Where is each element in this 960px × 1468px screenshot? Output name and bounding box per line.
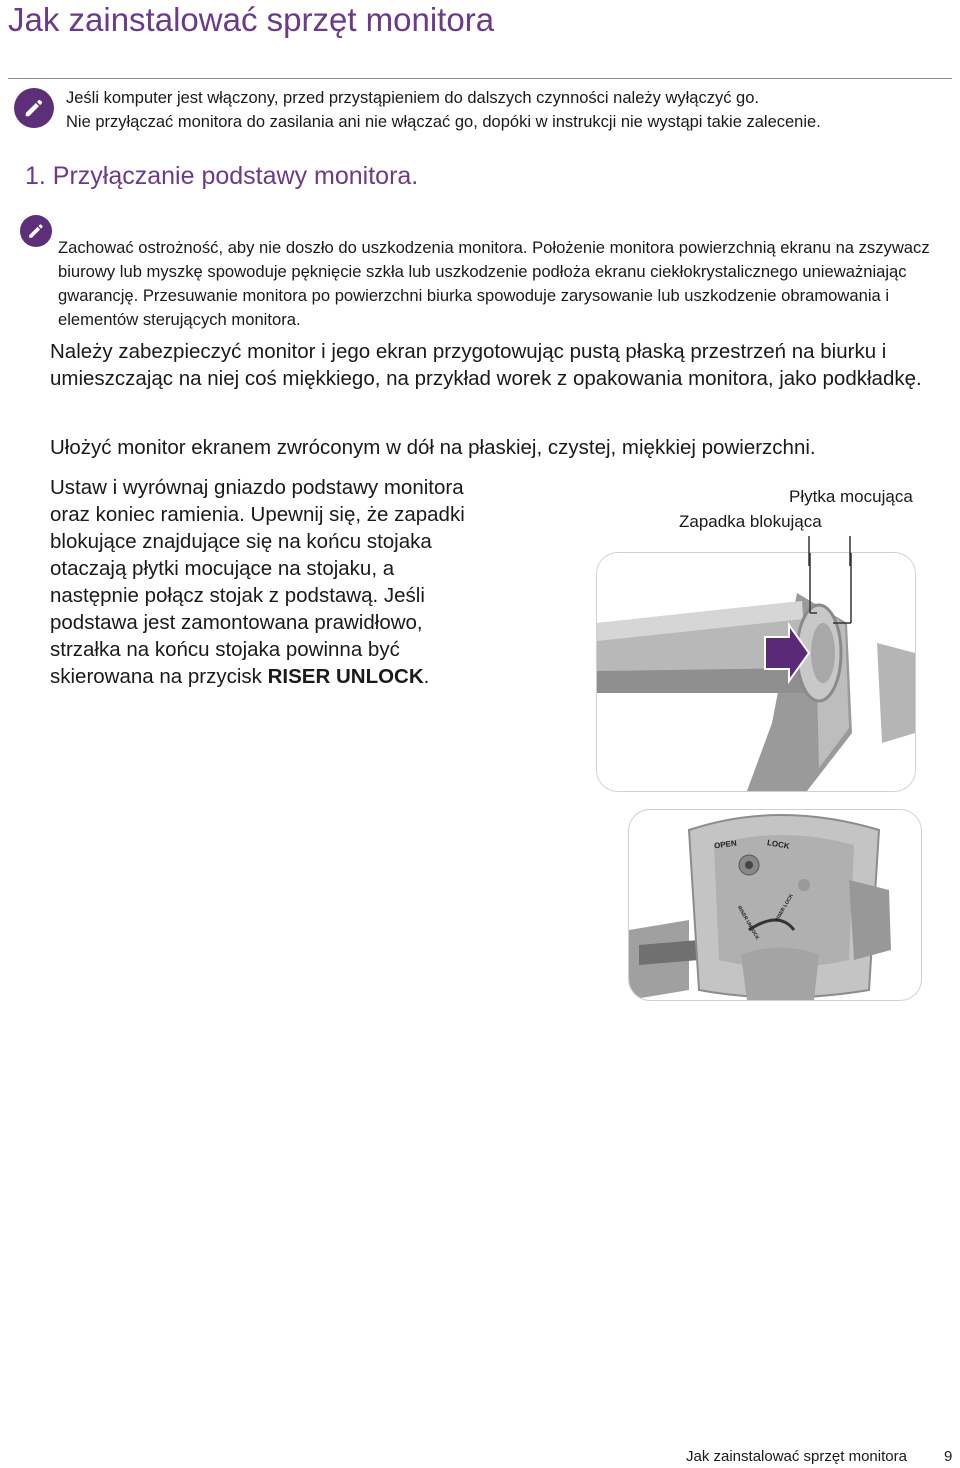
base-underside-illustration [628, 809, 922, 1001]
note-line-2: Nie przyłączać monitora do zasilania ani nie włączać go, dopóki w instrukcji nie wystąpi takie zalecenie. [66, 113, 821, 131]
lock-label: LOCK [766, 838, 791, 851]
footer-page-number: 9 [944, 1448, 953, 1465]
note-line-1: Jeśli komputer jest włączony, przed przystąpieniem do dalszych czynności należy wyłączyć go. [66, 89, 759, 107]
pencil-note-icon [14, 88, 54, 128]
page-title: Jak zainstalować sprzęt monitora [8, 1, 495, 38]
paragraph-line: następnie połącz stojak z podstawą. Jeśli [50, 584, 425, 607]
riser-unlock-mark: RISER UNLOCK [735, 905, 761, 941]
paragraph-line: Ustaw i wyrównaj gniazdo podstawy monitora [50, 476, 464, 499]
paragraph-line: blokujące znajdujące się na końcu stojaka [50, 530, 432, 553]
riser-unlock-label: RISER UNLOCK [267, 665, 424, 688]
paragraph-line: strzałka na końcu stojaka powinna być [50, 638, 400, 661]
paragraph-attach-stand [50, 474, 570, 690]
paragraph-prepare: Należy zabezpieczyć monitor i jego ekran przygotowując pustą płaską przestrzeń na biurku i umieszczając na niej coś miękkiego, na przykład worek z opakowania monitora, jako podkładkę. [50, 340, 922, 390]
riser-lock-mark: RISER LOCK [774, 893, 795, 923]
callout-leader-lines [800, 536, 860, 566]
step-heading: 1. Przyłączanie podstawy monitora. [25, 162, 419, 190]
stand-arm-illustration [596, 552, 916, 792]
paragraph-line: podstawa jest zamontowana prawidłowo, [50, 611, 423, 634]
callout-locking-latch: Zapadka blokująca [679, 512, 822, 531]
callout-mounting-plate: Płytka mocująca [789, 487, 913, 506]
pencil-warning-icon [20, 215, 52, 247]
open-label: OPEN [713, 838, 738, 851]
paragraph-line: oraz koniec ramienia. Upewnij się, że zapadki [50, 503, 465, 526]
warning-text: Zachować ostrożność, aby nie doszło do uszkodzenia monitora. Położenie monitora powierzchnią ekranu na zszywacz biurowy lub myszkę spowoduje pęknięcie szkła lub uszkodzenie podłoża ekranu ciekłokrystalicznego unieważniając gwarancję. Przesuwanie monitora po powierzchni biurka spowoduje zarysowanie lub uszkodzenie obramowania i elementów sterujących monitora. [58, 238, 930, 329]
paragraph-text: skierowana na przycisk [50, 665, 268, 688]
paragraph-line: otaczają płytki mocujące na stojaku, a [50, 557, 395, 580]
footer-section-title: Jak zainstalować sprzęt monitora [686, 1448, 907, 1465]
paragraph-line-last [50, 663, 570, 690]
paragraph-text: . [423, 665, 430, 688]
paragraph-lay-down: Ułożyć monitor ekranem zwróconym w dół na płaskiej, czystej, miękkiej powierzchni. [50, 436, 816, 459]
title-rule [8, 78, 952, 79]
